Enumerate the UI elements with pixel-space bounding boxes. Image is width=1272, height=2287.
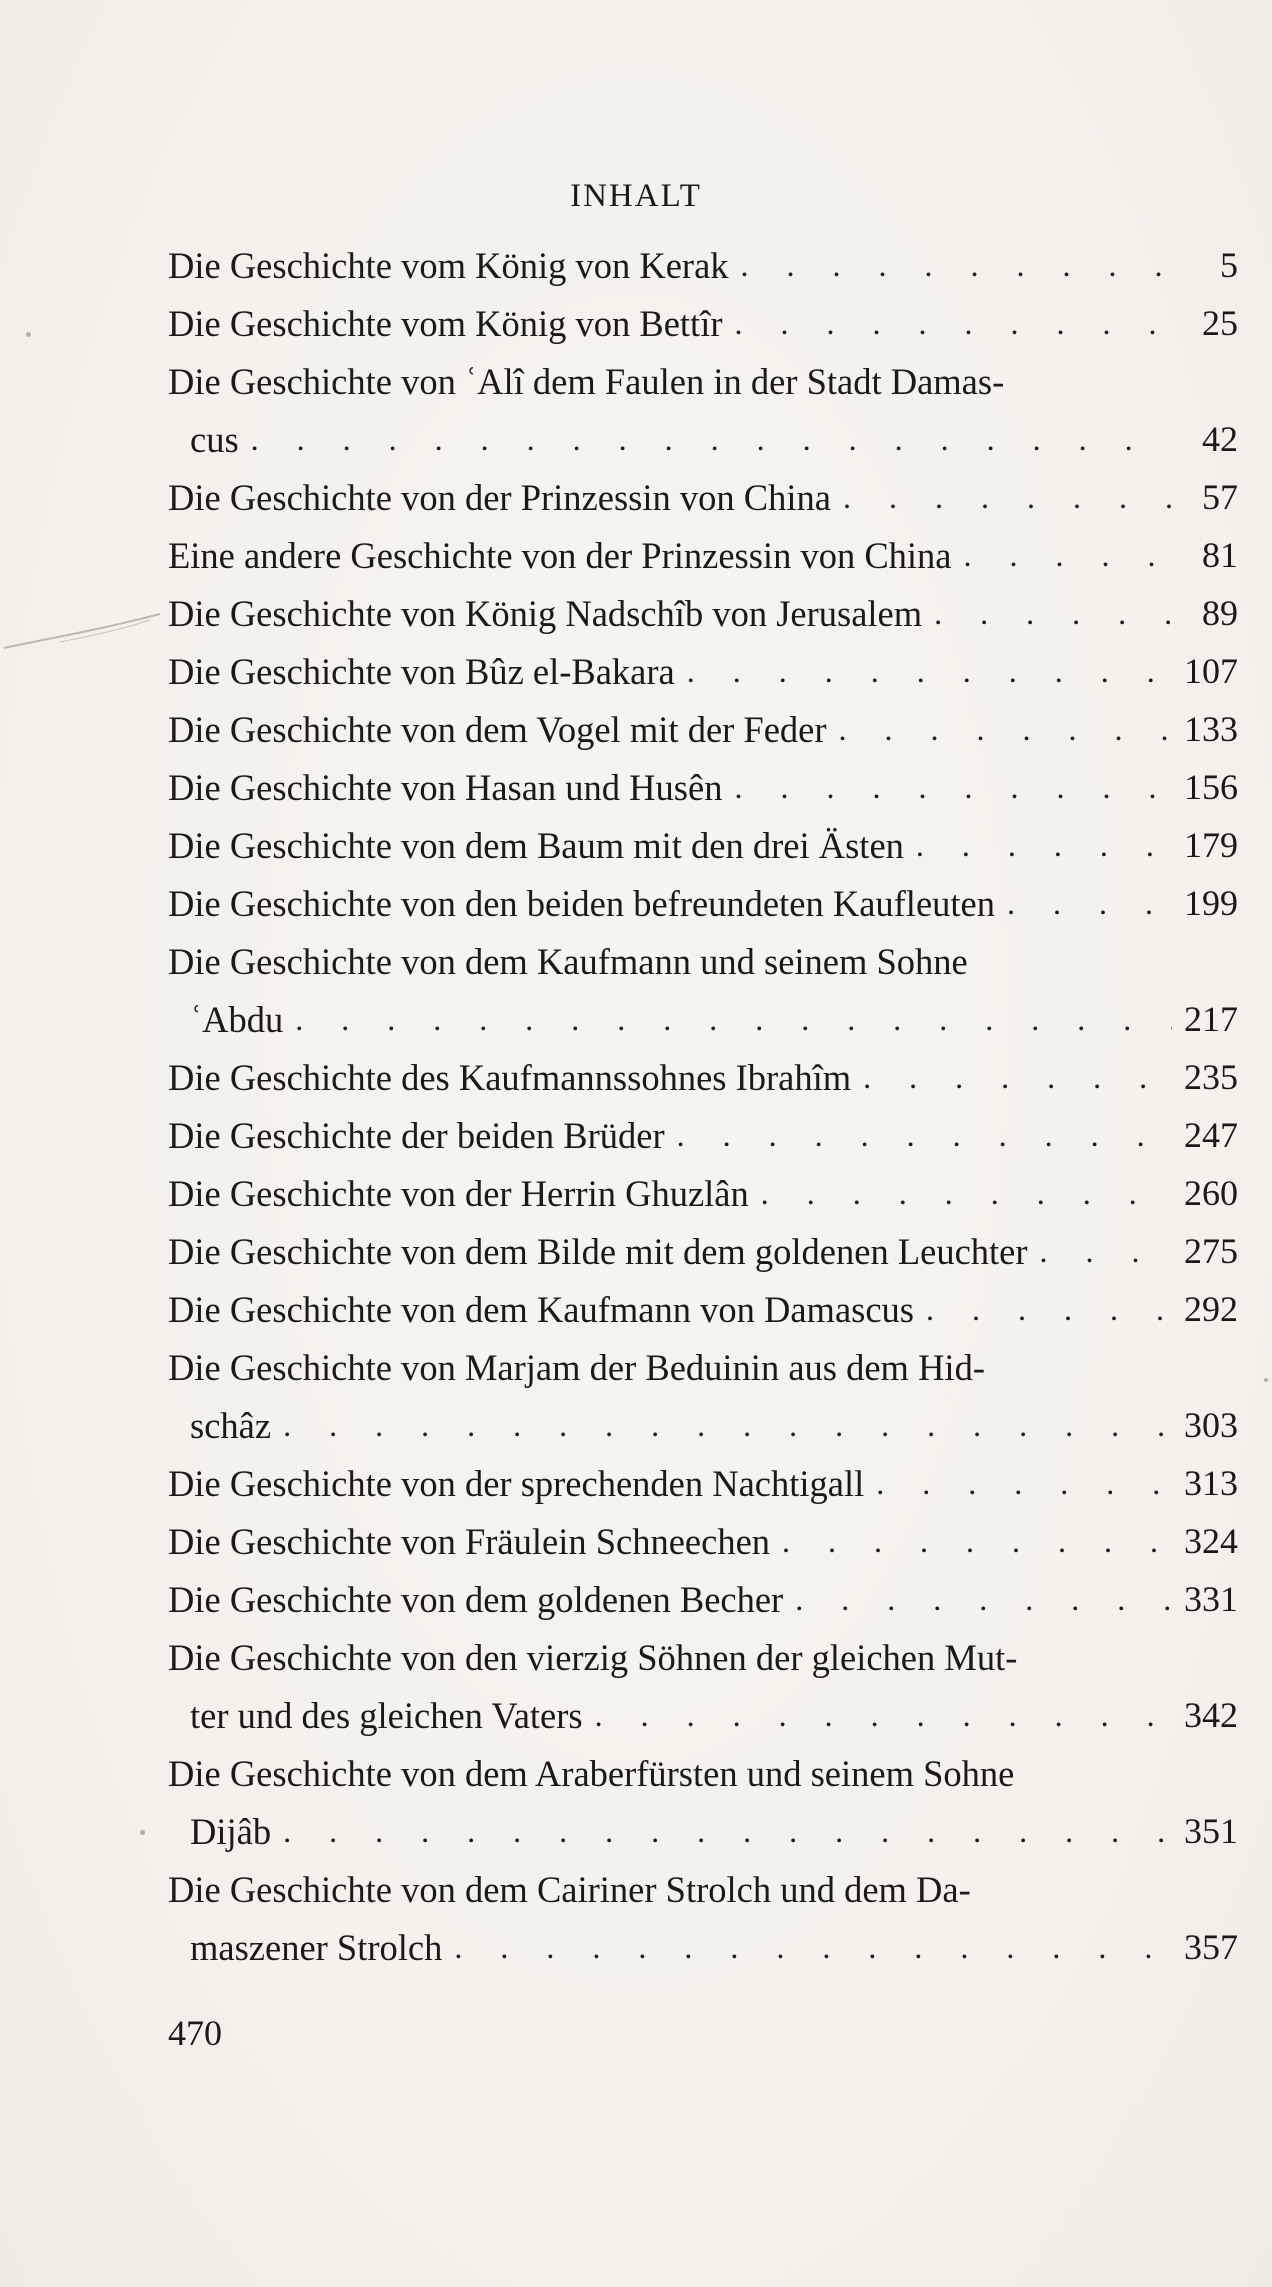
dot-leader [283, 1407, 1172, 1444]
toc-entry-title: Die Geschichte von dem goldenen Becher [168, 1578, 784, 1620]
paper-speck [1264, 1378, 1268, 1382]
toc-entry [168, 1222, 1238, 1280]
toc-entry [168, 1628, 1238, 1686]
toc-entry-title: Die Geschichte des Kaufmannssohnes Ibrahîm [168, 1056, 852, 1098]
toc-entry-page: 25 [1202, 303, 1238, 343]
toc-entry-title: Die Geschichte von dem Vogel mit der Feder [168, 708, 827, 750]
dot-leader [839, 711, 1172, 748]
toc-entry-title: Die Geschichte von ʿAlî dem Faulen in der Stadt Damas- [168, 360, 1005, 402]
dot-leader [1040, 1233, 1172, 1270]
toc-entry-page: 42 [1202, 419, 1238, 459]
toc-entry-title: Die Geschichte von dem Baum mit den drei Ästen [168, 824, 904, 866]
toc-entry-title: cus [190, 418, 239, 460]
toc-entry-page: 303 [1184, 1405, 1238, 1445]
toc-entry-title: Die Geschichte von dem Araberfürsten und seinem Sohne [168, 1752, 1015, 1794]
toc-entry-title: Die Geschichte der beiden Brüder [168, 1114, 665, 1156]
toc-entry-page: 107 [1184, 651, 1238, 691]
dot-leader [843, 479, 1172, 516]
toc-entry [168, 700, 1238, 758]
dot-leader [964, 537, 1172, 574]
toc-entry [168, 1918, 1238, 1976]
toc-entry-page: 351 [1184, 1811, 1238, 1851]
toc-entry-title: Die Geschichte von dem Kaufmann und seinem Sohne [168, 940, 968, 982]
toc-entry [168, 932, 1238, 990]
toc-entry [168, 1802, 1238, 1860]
dot-leader [926, 1291, 1172, 1328]
dot-leader [677, 1117, 1172, 1154]
toc-entry-title: Die Geschichte von Hasan und Husên [168, 766, 723, 808]
toc-entry [168, 816, 1238, 874]
dot-leader [595, 1697, 1172, 1734]
toc-entry-page: 324 [1184, 1521, 1238, 1561]
toc-entry [168, 642, 1238, 700]
toc-entry-title: Die Geschichte vom König von Kerak [168, 244, 729, 286]
dot-leader [283, 1813, 1172, 1850]
toc-entry [168, 236, 1238, 294]
toc-entry [168, 874, 1238, 932]
toc-entry-page: 179 [1184, 825, 1238, 865]
dot-leader [251, 421, 1172, 458]
toc-entry [168, 1106, 1238, 1164]
toc-entry [168, 1454, 1238, 1512]
toc-entry-title: Die Geschichte von den beiden befreundeten Kaufleuten [168, 882, 995, 924]
toc-entry-title: Die Geschichte von König Nadschîb von Jerusalem [168, 592, 923, 634]
dot-leader [1007, 885, 1172, 922]
dot-leader [741, 247, 1172, 284]
toc-entry-title: Die Geschichte von der Prinzessin von China [168, 476, 831, 518]
toc-entry [168, 410, 1238, 468]
toc-entry [168, 1396, 1238, 1454]
paper-speck [26, 332, 31, 337]
toc-entry [168, 352, 1238, 410]
toc-entry [168, 526, 1238, 584]
toc-entry-title: Die Geschichte von Marjam der Beduinin aus dem Hid- [168, 1346, 985, 1388]
toc-entry [168, 468, 1238, 526]
dot-leader [687, 653, 1172, 690]
toc-entry [168, 1744, 1238, 1802]
toc-entry-page: 217 [1184, 999, 1238, 1039]
toc-entry-page: 199 [1184, 883, 1238, 923]
dot-leader [734, 769, 1172, 806]
toc-entry-title: Die Geschichte von Fräulein Schneechen [168, 1520, 771, 1562]
toc-entry-page: 57 [1202, 477, 1238, 517]
pencil-mark [0, 596, 180, 656]
dot-leader [934, 595, 1172, 632]
toc-entry-page: 247 [1184, 1115, 1238, 1155]
toc-entry-page: 156 [1184, 767, 1238, 807]
toc-entry [168, 990, 1238, 1048]
toc-entry [168, 1512, 1238, 1570]
toc-entry-page: 5 [1220, 245, 1238, 285]
toc-entry-page: 342 [1184, 1695, 1238, 1735]
toc-entry-page: 292 [1184, 1289, 1238, 1329]
toc-entry-page: 260 [1184, 1173, 1238, 1213]
dot-leader [454, 1929, 1172, 1966]
toc-entry-title: Die Geschichte von dem Cairiner Strolch und dem Da- [168, 1868, 971, 1910]
dot-leader [916, 827, 1172, 864]
toc-entry-title: maszener Strolch [190, 1926, 443, 1968]
toc-entry-title: Die Geschichte von Bûz el-Bakara [168, 650, 675, 692]
toc-entry-page: 313 [1184, 1463, 1238, 1503]
dot-leader [876, 1465, 1172, 1502]
toc-entry [168, 1570, 1238, 1628]
dot-leader [795, 1581, 1172, 1618]
table-of-contents [168, 236, 1238, 1976]
toc-entry [168, 1338, 1238, 1396]
toc-entry [168, 584, 1238, 642]
dot-leader [295, 1001, 1172, 1038]
dot-leader [761, 1175, 1172, 1212]
toc-entry [168, 1048, 1238, 1106]
toc-entry-page: 81 [1202, 535, 1238, 575]
toc-entry-title: Die Geschichte von der sprechenden Nachtigall [168, 1462, 865, 1504]
toc-entry [168, 1164, 1238, 1222]
toc-entry-title: schâz [190, 1404, 272, 1446]
toc-entry-page: 89 [1202, 593, 1238, 633]
toc-entry-title: Die Geschichte vom König von Bettîr [168, 302, 723, 344]
paper-speck [140, 1830, 145, 1835]
toc-entry-page: 275 [1184, 1231, 1238, 1271]
toc-entry [168, 294, 1238, 352]
dot-leader [863, 1059, 1172, 1096]
toc-entry-title: Die Geschichte von dem Bilde mit dem goldenen Leuchter [168, 1230, 1028, 1272]
toc-entry-title: Die Geschichte von der Herrin Ghuzlân [168, 1172, 749, 1214]
toc-entry-page: 235 [1184, 1057, 1238, 1097]
dot-leader [782, 1523, 1172, 1560]
toc-entry [168, 758, 1238, 816]
toc-entry-title: Eine andere Geschichte von der Prinzessin von China [168, 534, 952, 576]
page-title: INHALT [570, 178, 702, 214]
toc-entry [168, 1860, 1238, 1918]
toc-entry [168, 1686, 1238, 1744]
toc-entry-page: 133 [1184, 709, 1238, 749]
dot-leader [735, 305, 1173, 342]
toc-entry-title: Die Geschichte von dem Kaufmann von Damascus [168, 1288, 915, 1330]
toc-entry [168, 1280, 1238, 1338]
toc-entry-title: Die Geschichte von den vierzig Söhnen der gleichen Mut- [168, 1636, 1018, 1678]
page-number: 470 [168, 2013, 222, 2053]
toc-entry-title: Dijâb [190, 1810, 272, 1852]
toc-entry-page: 357 [1184, 1927, 1238, 1967]
toc-entry-title: ʿAbdu [190, 998, 284, 1040]
toc-entry-title: ter und des gleichen Vaters [190, 1694, 583, 1736]
toc-entry-page: 331 [1184, 1579, 1238, 1619]
